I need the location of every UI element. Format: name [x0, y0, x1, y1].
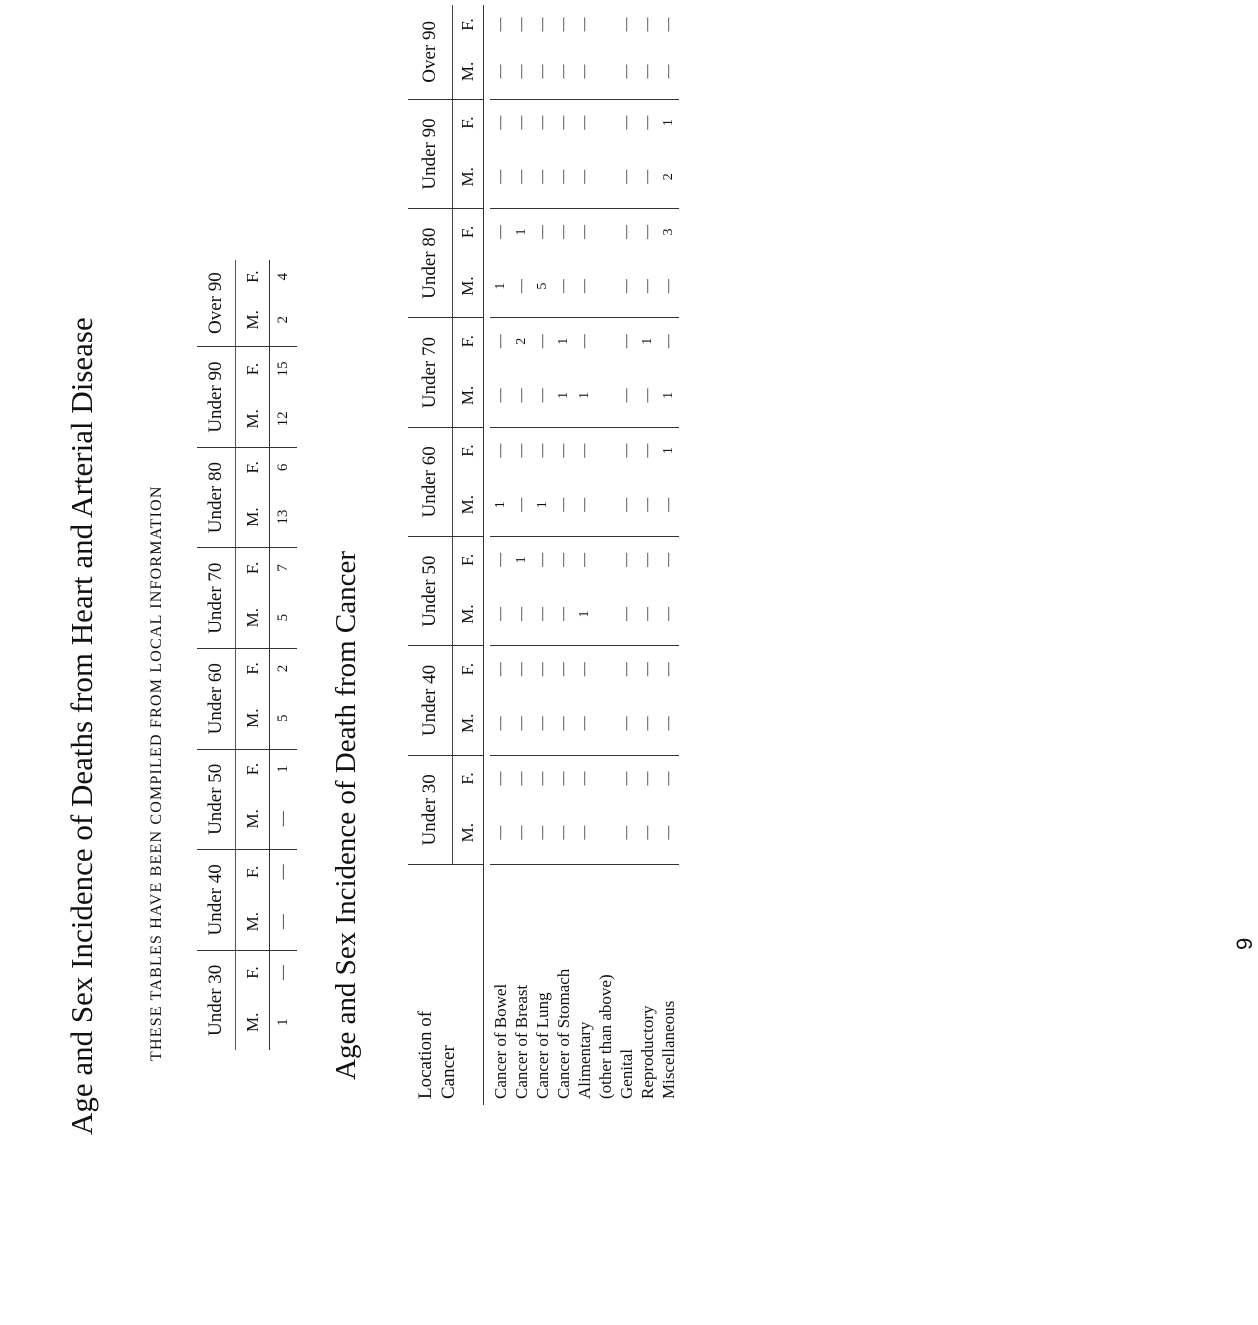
data-cell: — — [556, 771, 571, 786]
data-cell: — — [577, 552, 592, 567]
data-cell: — — [553, 255, 574, 318]
data-cell: — — [514, 443, 529, 458]
data-cell: — — [535, 334, 550, 349]
data-cell: — — [556, 115, 571, 130]
data-cell: — — [535, 771, 550, 786]
age-group-header: Under 60 — [197, 648, 236, 749]
data-cell: — — [661, 552, 676, 567]
data-cell: — — [640, 552, 655, 567]
data-cell: — — [553, 801, 574, 864]
data-cell: — — [553, 145, 574, 208]
age-group-header: Under 60 — [408, 427, 453, 536]
empty-cell — [595, 318, 616, 364]
sex-header: M. — [453, 145, 484, 208]
sex-header: F. — [236, 850, 270, 894]
sex-header-row — [236, 260, 270, 1050]
data-cell: — — [577, 443, 592, 458]
empty-cell — [595, 801, 616, 864]
data-cell: — — [640, 115, 655, 130]
sex-header: F. — [236, 648, 270, 687]
data-cell: — — [616, 255, 637, 318]
table-row — [637, 5, 658, 1105]
data-cell: — — [616, 583, 637, 646]
table-row — [658, 5, 679, 1105]
data-cell: — — [637, 801, 658, 864]
data-cell: 2 — [270, 293, 298, 346]
data-cell: — — [490, 145, 511, 208]
data-cell: 7 — [270, 548, 298, 587]
sex-header: M. — [453, 583, 484, 646]
data-cell: — — [553, 692, 574, 755]
data-cell: — — [493, 662, 508, 677]
age-group-header: Under 80 — [197, 447, 236, 548]
data-cell: — — [661, 771, 676, 786]
data-cell: — — [577, 662, 592, 677]
data-cell: — — [574, 44, 595, 99]
data-cell: 1 — [556, 337, 571, 345]
page-title: Age and Sex Incidence of Deaths from Heart and Arterial Disease — [64, 317, 99, 1135]
sex-header: M. — [236, 688, 270, 749]
data-cell: — — [637, 44, 658, 99]
data-cell: — — [490, 44, 511, 99]
sex-header: M. — [236, 995, 270, 1050]
age-group-header: Under 30 — [408, 755, 453, 864]
data-cell: — — [577, 115, 592, 130]
data-cell: — — [556, 443, 571, 458]
data-cell: — — [658, 801, 679, 864]
data-cell: — — [511, 44, 532, 99]
data-cell: — — [616, 473, 637, 536]
data-cell: 3 — [661, 228, 676, 236]
data-cell: — — [535, 17, 550, 32]
data-cell: — — [637, 473, 658, 536]
data-cell: 2 — [514, 337, 529, 345]
data-cell: — — [616, 801, 637, 864]
data-cell: — — [514, 115, 529, 130]
data-cell: — — [637, 145, 658, 208]
empty-cell — [595, 692, 616, 755]
sex-header: F. — [453, 646, 484, 692]
data-cell: — — [556, 224, 571, 239]
data-cell: — — [619, 115, 634, 130]
data-cell: — — [511, 583, 532, 646]
data-cell: — — [574, 473, 595, 536]
cancer-table — [408, 5, 679, 1105]
sex-header: M. — [453, 255, 484, 318]
data-cell: — — [616, 145, 637, 208]
age-group-header: Under 80 — [408, 209, 453, 318]
age-group-header: Under 40 — [197, 850, 236, 951]
data-cell: — — [658, 255, 679, 318]
sex-header: F. — [453, 427, 484, 473]
data-cell: — — [616, 364, 637, 427]
sex-header: M. — [236, 293, 270, 346]
empty-cell — [595, 209, 616, 255]
data-cell: 5 — [270, 688, 298, 749]
data-cell: 1 — [574, 583, 595, 646]
data-cell: — — [532, 583, 553, 646]
age-group-header: Over 90 — [408, 5, 453, 99]
table-row — [595, 5, 616, 1105]
age-group-header: Under 30 — [205, 964, 226, 1036]
data-cell: 1 — [640, 337, 655, 345]
data-cell: — — [553, 473, 574, 536]
sex-header: M. — [453, 692, 484, 755]
data-cell: — — [490, 583, 511, 646]
data-cell: — — [637, 364, 658, 427]
age-group-header: Under 40 — [408, 646, 453, 755]
data-cell: — — [493, 115, 508, 130]
data-cell: — — [532, 801, 553, 864]
sex-header: F. — [236, 548, 270, 587]
data-cell: — — [535, 443, 550, 458]
empty-cell — [595, 145, 616, 208]
location-label: Miscellaneous — [659, 1000, 678, 1099]
data-cell: — — [556, 662, 571, 677]
data-cell: — — [535, 115, 550, 130]
data-cell: — — [511, 801, 532, 864]
data-cell: 1 — [514, 556, 529, 564]
location-label: Cancer of Stomach — [554, 968, 573, 1099]
empty-cell — [595, 255, 616, 318]
data-cell: 13 — [270, 487, 298, 548]
data-cell: 1 — [532, 473, 553, 536]
data-cell: — — [619, 17, 634, 32]
data-cell: — — [556, 17, 571, 32]
table-row — [616, 5, 637, 1105]
data-cell: — — [514, 771, 529, 786]
data-cell: — — [493, 224, 508, 239]
age-group-header-row — [408, 5, 453, 1105]
sex-header: F. — [453, 209, 484, 255]
sex-header: F. — [236, 447, 270, 486]
location-label: Genital — [617, 1048, 636, 1099]
sex-header: M. — [236, 587, 270, 648]
empty-cell — [595, 364, 616, 427]
sex-header: M. — [453, 801, 484, 864]
data-cell: 1 — [661, 119, 676, 127]
data-cell: — — [637, 692, 658, 755]
sex-header: F. — [236, 347, 270, 391]
sex-header: M. — [236, 894, 270, 951]
age-group-header: Under 50 — [408, 537, 453, 646]
data-cell: — — [574, 145, 595, 208]
data-cell: — — [532, 692, 553, 755]
data-cell: — — [619, 224, 634, 239]
data-cell: — — [270, 850, 298, 894]
data-cell: — — [511, 255, 532, 318]
data-cell: — — [556, 552, 571, 567]
location-label: Cancer of Lung — [533, 992, 552, 1099]
location-label: Cancer of Breast — [512, 984, 531, 1099]
data-cell: 1 — [574, 364, 595, 427]
data-cell: — — [270, 789, 298, 850]
data-cell: 5 — [270, 587, 298, 648]
data-cell: — — [493, 17, 508, 32]
sex-header: F. — [236, 260, 270, 293]
sex-header: M. — [453, 473, 484, 536]
data-cell: 5 — [532, 255, 553, 318]
sex-header: M. — [236, 487, 270, 548]
data-cell: 4 — [270, 260, 298, 293]
data-cell: — — [574, 801, 595, 864]
location-label: Cancer of Bowel — [491, 983, 510, 1099]
heart-disease-table — [197, 260, 297, 1050]
data-cell: — — [619, 552, 634, 567]
empty-cell — [595, 99, 616, 145]
page-subtitle: THESE TABLES HAVE BEEN COMPILED FROM LOCAL INFORMATION — [148, 485, 165, 1061]
data-cell: — — [640, 443, 655, 458]
data-cell: — — [658, 44, 679, 99]
data-cell: — — [490, 801, 511, 864]
data-cell: — — [553, 44, 574, 99]
sex-header: M. — [453, 364, 484, 427]
data-cell: 15 — [270, 347, 298, 391]
data-cell: — — [661, 17, 676, 32]
data-cell: 1 — [490, 473, 511, 536]
sex-header: M. — [236, 391, 270, 448]
data-cell: — — [511, 364, 532, 427]
data-cell: — — [616, 692, 637, 755]
data-cell: 1 — [514, 228, 529, 236]
age-group-header: Under 90 — [197, 347, 236, 448]
data-cell: — — [577, 17, 592, 32]
data-cell: — — [637, 583, 658, 646]
location-header — [408, 865, 484, 1106]
data-cell: — — [490, 364, 511, 427]
data-cell: 2 — [658, 145, 679, 208]
data-cell: — — [493, 334, 508, 349]
data-cell: — — [619, 334, 634, 349]
data-row — [270, 260, 298, 1050]
data-cell: — — [493, 771, 508, 786]
location-header-line: Location of — [415, 1010, 436, 1099]
data-cell: — — [574, 692, 595, 755]
data-cell: 12 — [270, 391, 298, 448]
data-cell: — — [535, 224, 550, 239]
data-cell: — — [577, 334, 592, 349]
empty-cell — [595, 537, 616, 583]
location-label-continued: (other than above) — [596, 974, 615, 1099]
data-cell: — — [270, 894, 298, 951]
age-group-header: Under 70 — [197, 548, 236, 649]
data-cell: — — [637, 255, 658, 318]
data-cell: — — [577, 224, 592, 239]
data-cell: 2 — [270, 648, 298, 687]
page-number: 9 — [1232, 937, 1257, 950]
age-group-header: Under 50 — [197, 749, 236, 850]
data-cell: — — [577, 771, 592, 786]
data-cell: 6 — [270, 447, 298, 486]
data-cell: — — [270, 950, 298, 994]
data-cell: — — [661, 334, 676, 349]
data-cell: — — [493, 443, 508, 458]
data-cell: — — [532, 44, 553, 99]
table-row — [511, 5, 532, 1105]
empty-cell — [595, 427, 616, 473]
sex-header: F. — [453, 755, 484, 801]
empty-cell — [595, 5, 616, 44]
location-label: Reproductory — [638, 1005, 657, 1099]
data-cell: — — [493, 552, 508, 567]
data-cell: — — [535, 552, 550, 567]
location-label: Alimentary — [575, 1021, 594, 1099]
sex-header: F. — [236, 950, 270, 994]
data-cell: — — [619, 771, 634, 786]
table-row — [532, 5, 553, 1105]
location-header-line: Cancer — [438, 1045, 459, 1099]
sex-header: F. — [453, 99, 484, 145]
table-row — [574, 5, 595, 1105]
data-cell: 1 — [270, 749, 298, 788]
table-row — [490, 5, 511, 1105]
data-cell: — — [640, 662, 655, 677]
data-cell: 1 — [658, 364, 679, 427]
data-cell: — — [535, 662, 550, 677]
data-cell: — — [511, 473, 532, 536]
data-cell: — — [640, 224, 655, 239]
data-cell: — — [619, 443, 634, 458]
data-cell: 1 — [270, 995, 298, 1050]
age-group-header: Under 70 — [408, 318, 453, 427]
data-cell: — — [514, 17, 529, 32]
data-cell: — — [658, 473, 679, 536]
cancer-table-body — [490, 5, 679, 1105]
empty-cell — [595, 473, 616, 536]
data-cell: — — [619, 662, 634, 677]
sex-header: F. — [453, 318, 484, 364]
data-cell: — — [514, 662, 529, 677]
sex-header: M. — [453, 44, 484, 99]
data-cell: — — [532, 364, 553, 427]
empty-cell — [595, 44, 616, 99]
data-cell: — — [658, 583, 679, 646]
data-cell: 1 — [490, 255, 511, 318]
data-cell: — — [511, 692, 532, 755]
age-group-header: Under 90 — [408, 99, 453, 208]
age-group-header: Over 90 — [197, 260, 236, 347]
data-cell: 1 — [553, 364, 574, 427]
data-cell: — — [616, 44, 637, 99]
data-cell: — — [511, 145, 532, 208]
data-cell: — — [661, 662, 676, 677]
data-cell: — — [640, 17, 655, 32]
data-cell: — — [490, 692, 511, 755]
table-row — [553, 5, 574, 1105]
empty-cell — [595, 646, 616, 692]
data-cell: — — [640, 771, 655, 786]
data-cell: — — [574, 255, 595, 318]
age-group-header-row — [197, 260, 236, 1050]
data-cell: — — [658, 692, 679, 755]
data-cell: — — [553, 583, 574, 646]
sex-header: M. — [236, 789, 270, 850]
data-cell: — — [532, 145, 553, 208]
data-cell: 1 — [661, 447, 676, 455]
sex-header: F. — [453, 537, 484, 583]
cancer-table-title: Age and Sex Incidence of Death from Cancer — [330, 550, 362, 1080]
sex-header: F. — [236, 749, 270, 788]
empty-cell — [595, 583, 616, 646]
empty-cell — [595, 755, 616, 801]
sex-header: F. — [453, 5, 484, 44]
